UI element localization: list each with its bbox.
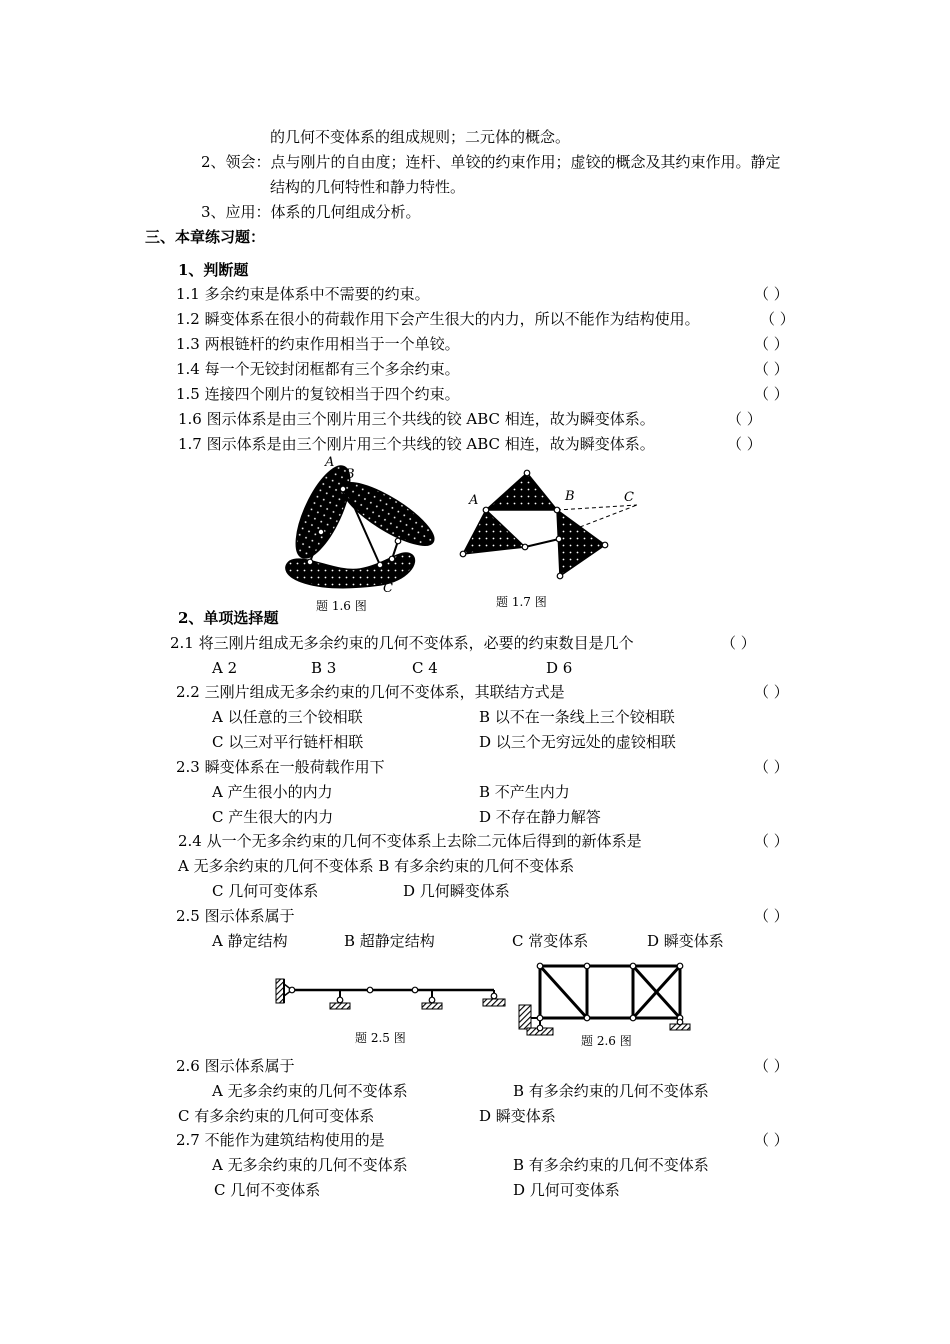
option-d: D 以三个无穷远处的虚铰相联 <box>479 733 676 751</box>
option-b: B 3 <box>311 659 337 677</box>
intro-line-3: 结构的几何特性和静力特性。 <box>270 178 466 196</box>
hinge-icon <box>340 486 346 492</box>
label-b: B <box>565 489 575 504</box>
answer-paren: （ ） <box>754 285 789 303</box>
hinge-icon <box>677 963 683 969</box>
answer-paren: （ ） <box>754 1057 789 1075</box>
answer-paren: （ ） <box>754 335 789 353</box>
option-d: D 几何可变体系 <box>513 1181 620 1199</box>
question-2-1: 2.1 将三刚片组成无多余约束的几何不变体系，必要的约束数目是几个 <box>170 634 634 652</box>
question-1-6: 1.6 图示体系是由三个刚片用三个共线的铰 ABC 相连，故为瞬变体系。 <box>178 410 655 428</box>
hinge-icon <box>557 573 563 579</box>
link-bar <box>525 539 559 547</box>
option-d: D 不存在静力解答 <box>479 808 601 826</box>
question-2-3: 2.3 瞬变体系在一般荷载作用下 <box>176 758 385 776</box>
part-1-title: 1、判断题 <box>178 261 249 279</box>
hinge-icon <box>522 544 528 550</box>
hinge-icon <box>483 507 489 513</box>
option-b: B 有多余约束的几何不变体系 <box>513 1082 709 1100</box>
rigid-triangle-left <box>463 510 525 554</box>
option-c: C 产生很大的内力 <box>212 808 334 826</box>
option-c: C 以三对平行链杆相联 <box>212 733 364 751</box>
hinge-icon <box>367 987 373 993</box>
fixed-wall-icon <box>276 979 284 1003</box>
label-c: C <box>383 581 393 596</box>
hinge-icon <box>537 1025 543 1031</box>
answer-paren: （ ） <box>727 435 762 453</box>
answer-paren: （ ） <box>727 410 762 428</box>
option-b: B 超静定结构 <box>344 932 435 950</box>
label-c: C <box>624 490 634 505</box>
rigid-triangle-right <box>557 510 605 576</box>
frame <box>540 966 680 1018</box>
hinge-icon <box>389 556 395 562</box>
hinge-icon <box>412 987 418 993</box>
figure-1-6 <box>280 455 440 595</box>
hinge-icon <box>337 997 343 1003</box>
option-c: C 几何不变体系 <box>214 1181 321 1199</box>
option-a: A 无多余约束的几何不变体系 <box>212 1156 408 1174</box>
option-d: D 6 <box>546 659 573 677</box>
hinge-icon <box>289 987 295 993</box>
roller-support-icon <box>483 999 505 1006</box>
option-a-b: A 无多余约束的几何不变体系 B 有多余约束的几何不变体系 <box>178 857 575 875</box>
figure-1-7-caption: 题 1.7 图 <box>496 595 547 609</box>
answer-paren: （ ） <box>754 758 789 776</box>
question-1-5: 1.5 连接四个刚片的复铰相当于四个约束。 <box>176 385 460 403</box>
option-c: C 4 <box>412 659 438 677</box>
figure-2-6 <box>515 958 695 1038</box>
option-a: A 2 <box>212 659 238 677</box>
intro-line-1: 的几何不变体系的组成规则；二元体的概念。 <box>270 128 571 146</box>
option-b: B 有多余约束的几何不变体系 <box>513 1156 709 1174</box>
option-a: A 以任意的三个铰相联 <box>212 708 363 726</box>
hinge-icon <box>429 997 435 1003</box>
question-2-4: 2.4 从一个无多余约束的几何不变体系上去除二元体后得到的新体系是 <box>178 832 642 850</box>
option-d: D 瞬变体系 <box>479 1107 556 1125</box>
part-2-title: 2、单项选择题 <box>178 609 279 627</box>
answer-paren: （ ） <box>760 310 795 328</box>
answer-paren: （ ） <box>754 1131 789 1149</box>
figure-2-6-caption: 题 2.6 图 <box>581 1034 632 1048</box>
question-1-2: 1.2 瞬变体系在很小的荷载作用下会产生很大的内力，所以不能作为结构使用。 <box>176 310 700 328</box>
question-1-7: 1.7 图示体系是由三个刚片用三个共线的铰 ABC 相连，故为瞬变体系。 <box>178 435 655 453</box>
question-1-3: 1.3 两根链杆的约束作用相当于一个单铰。 <box>176 335 460 353</box>
question-2-7: 2.7 不能作为建筑结构使用的是 <box>176 1131 385 1149</box>
hinge-icon <box>584 963 590 969</box>
section-3-title: 三、本章练习题： <box>145 228 266 246</box>
option-b: B 不产生内力 <box>479 783 570 801</box>
answer-paren: （ ） <box>754 360 789 378</box>
hinge-icon <box>318 529 324 535</box>
option-c: C 几何可变体系 <box>212 882 319 900</box>
rigid-body-right <box>335 472 442 555</box>
rigid-triangle-top <box>486 473 557 510</box>
hinge-icon <box>677 1019 683 1025</box>
question-2-2: 2.2 三刚片组成无多余约束的几何不变体系，其联结方式是 <box>176 683 565 701</box>
question-1-1: 1.1 多余约束是体系中不需要的约束。 <box>176 285 430 303</box>
fixed-wall-icon <box>519 1005 531 1029</box>
option-a: A 产生很小的内力 <box>212 783 333 801</box>
option-c: C 有多余约束的几何可变体系 <box>178 1107 375 1125</box>
label-a: A <box>469 493 479 508</box>
option-b: B 以不在一条线上三个铰相联 <box>479 708 675 726</box>
hinge-icon <box>584 1015 590 1021</box>
answer-paren: （ ） <box>754 385 789 403</box>
hinge-icon <box>537 1015 543 1021</box>
roller-support-icon <box>422 1003 442 1009</box>
option-d: D 几何瞬变体系 <box>403 882 510 900</box>
option-a: A 无多余约束的几何不变体系 <box>212 1082 408 1100</box>
question-2-6: 2.6 图示体系属于 <box>176 1057 295 1075</box>
question-2-5: 2.5 图示体系属于 <box>176 907 295 925</box>
hinge-icon <box>377 562 383 568</box>
hinge-icon <box>524 470 530 476</box>
answer-paren: （ ） <box>754 683 789 701</box>
answer-paren: （ ） <box>721 634 756 652</box>
hinge-icon <box>491 993 497 999</box>
hinge-icon <box>537 963 543 969</box>
figure-2-5-caption: 题 2.5 图 <box>355 1031 406 1045</box>
figure-1-7 <box>455 465 655 595</box>
figure-2-5 <box>272 970 512 1020</box>
label-b: B <box>345 467 355 482</box>
hinge-icon <box>602 542 608 548</box>
hinge-icon <box>630 963 636 969</box>
intro-line-2: 2、领会：点与刚片的自由度；连杆、单铰的约束作用；虚铰的概念及其约束作用。静定 <box>201 153 781 171</box>
option-d: D 瞬变体系 <box>647 932 724 950</box>
hinge-icon <box>395 538 401 544</box>
hinge-icon <box>554 507 560 513</box>
question-1-4: 1.4 每一个无铰封闭框都有三个多余约束。 <box>176 360 460 378</box>
figure-1-6-caption: 题 1.6 图 <box>316 599 367 613</box>
dashed-line <box>557 505 637 510</box>
hinge-icon <box>460 551 466 557</box>
option-a: A 静定结构 <box>212 932 288 950</box>
hinge-icon <box>307 559 313 565</box>
option-c: C 常变体系 <box>512 932 589 950</box>
hinge-icon <box>630 1015 636 1021</box>
roller-support-icon <box>330 1003 350 1009</box>
intro-line-4: 3、应用：体系的几何组成分析。 <box>201 203 421 221</box>
hinge-icon <box>556 536 562 542</box>
answer-paren: （ ） <box>754 907 789 925</box>
answer-paren: （ ） <box>754 832 789 850</box>
label-a: A <box>325 455 335 470</box>
